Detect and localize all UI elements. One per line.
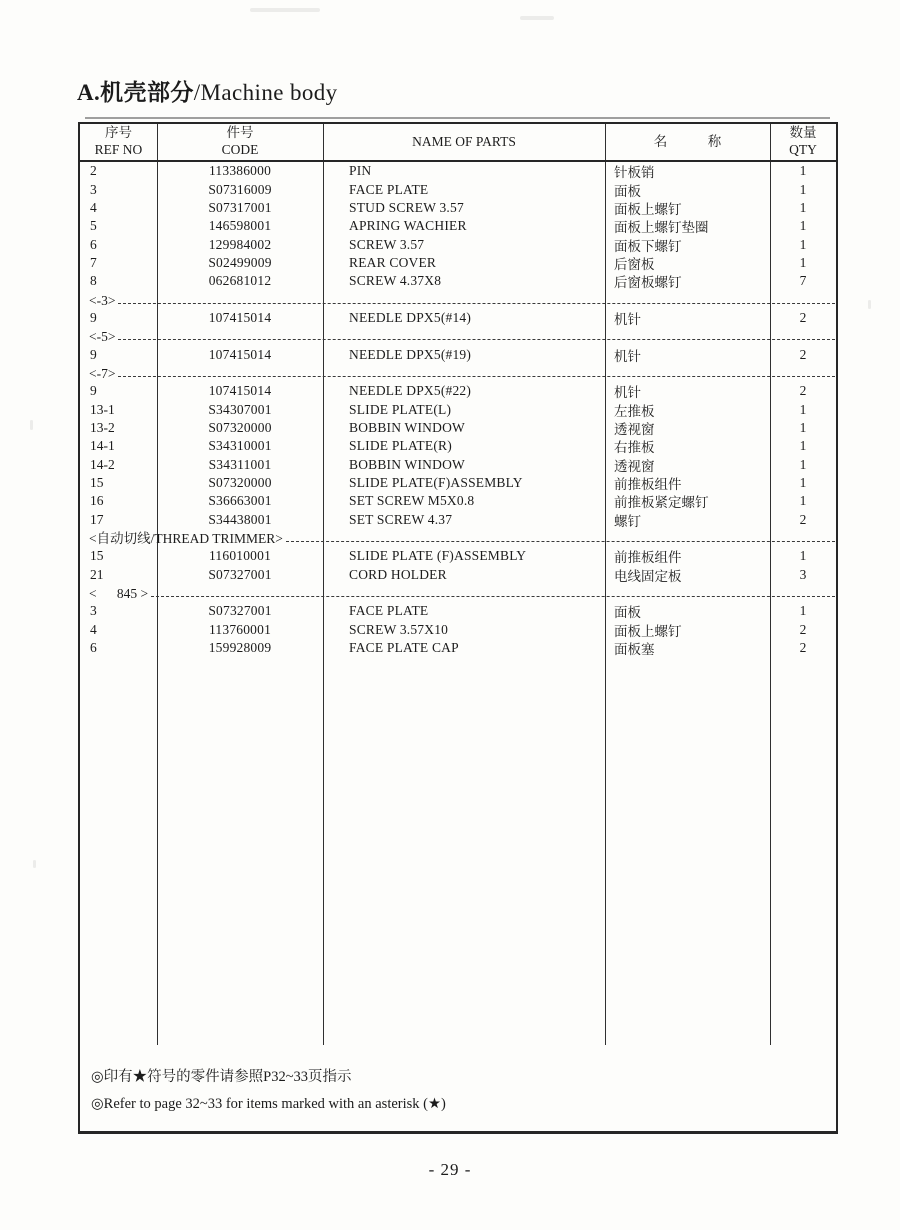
section-separator-row (80, 364, 836, 382)
chinese-name-cell: 面板塞 (614, 642, 655, 658)
qty-cell: 1 (799, 254, 807, 270)
scan-ghost-line (85, 117, 830, 119)
section-separator-row (80, 529, 836, 547)
chinese-name-cell: 面板 (614, 183, 641, 199)
chinese-name-cell: 针板销 (614, 165, 655, 181)
part-name-cell: SCREW 3.57X10 (349, 621, 449, 637)
dotted-separator-line (151, 596, 835, 597)
chinese-name-cell: 前推板组件 (614, 550, 682, 566)
chinese-name-cell: 透视窗 (614, 421, 655, 437)
ref-no-cell: 3 (90, 603, 97, 619)
table-row (80, 419, 836, 437)
header-qty-cn: 数量 (789, 125, 817, 141)
ref-no-cell: 3 (90, 181, 97, 197)
qty-cell: 1 (799, 181, 807, 197)
table-row (80, 400, 836, 418)
code-cell: S34311001 (208, 456, 272, 472)
chinese-name-cell: 电线固定板 (614, 568, 682, 584)
ref-no-cell: 16 (90, 493, 104, 509)
qty-cell: 1 (799, 218, 807, 234)
code-cell: 146598001 (208, 218, 272, 234)
header-name-of-parts (323, 124, 605, 160)
table-row (80, 180, 836, 198)
footnotes (91, 1064, 446, 1119)
table-row (80, 199, 836, 217)
table-row (80, 345, 836, 363)
part-name-cell: FACE PLATE CAP (349, 640, 459, 656)
table-row (80, 547, 836, 565)
part-name-cell: SLIDE PLATE(R) (349, 438, 452, 454)
dotted-separator-line (286, 541, 835, 542)
chinese-name-cell: 面板上螺钉垫圈 (614, 220, 709, 236)
ref-no-cell: 15 (90, 548, 104, 564)
table-row (80, 566, 836, 584)
part-name-cell: SCREW 3.57 (349, 236, 425, 252)
code-cell: 062681012 (208, 273, 272, 289)
part-name-cell: NEEDLE DPX5(#14) (349, 309, 472, 325)
table-row (80, 621, 836, 639)
section-label: <-5> (89, 329, 116, 345)
ref-no-cell: 4 (90, 621, 97, 637)
ref-no-cell: 9 (90, 346, 97, 362)
ref-no-cell: 6 (90, 640, 97, 656)
code-cell: 159928009 (208, 640, 272, 656)
part-name-cell: CORD HOLDER (349, 566, 447, 582)
table-header-row (80, 124, 836, 162)
part-name-cell: SET SCREW M5X0.8 (349, 493, 475, 509)
part-name-cell: FACE PLATE (349, 603, 429, 619)
part-name-cell: PIN (349, 163, 372, 179)
table-row (80, 235, 836, 253)
section-separator-row (80, 327, 836, 345)
part-name-cell: NEEDLE DPX5(#22) (349, 383, 472, 399)
title-english: /Machine body (193, 80, 338, 105)
title-chinese: A.机壳部分 (77, 80, 194, 105)
qty-cell: 2 (799, 383, 807, 399)
table-row (80, 456, 836, 474)
header-name-of-parts-label: NAME OF PARTS (412, 133, 516, 149)
chinese-name-cell: 面板上螺钉 (614, 623, 682, 639)
part-name-cell: NEEDLE DPX5(#19) (349, 346, 472, 362)
ref-no-cell: 13-2 (90, 419, 115, 435)
code-cell: S07316009 (208, 181, 272, 197)
qty-cell: 3 (799, 566, 807, 582)
page-title (77, 74, 338, 107)
header-chinese-name-label: 名 称 (653, 133, 722, 149)
dotted-separator-line (118, 376, 835, 377)
header-qty-en: QTY (789, 142, 817, 157)
ref-no-cell: 14-2 (90, 456, 115, 472)
code-cell: S02499009 (208, 254, 272, 270)
header-ref-no-cn: 序号 (105, 125, 132, 141)
chinese-name-cell: 机针 (614, 385, 641, 401)
section-label: <-7> (89, 366, 116, 382)
scan-speck (868, 300, 871, 309)
chinese-name-cell: 前推板紧定螺钉 (614, 495, 709, 511)
qty-cell: 1 (799, 236, 807, 252)
chinese-name-cell: 面板上螺钉 (614, 201, 682, 217)
table-row (80, 437, 836, 455)
table-row (80, 492, 836, 510)
chinese-name-cell: 面板下螺钉 (614, 238, 682, 254)
qty-cell: 1 (799, 548, 807, 564)
part-name-cell: STUD SCREW 3.57 (349, 199, 464, 215)
header-ref-no-en: REF NO (94, 142, 143, 157)
dotted-separator-line (118, 339, 835, 340)
code-cell: S07317001 (208, 199, 272, 215)
qty-cell: 2 (799, 621, 807, 637)
chinese-name-cell: 机针 (614, 311, 641, 327)
chinese-name-cell: 前推板组件 (614, 477, 682, 493)
dotted-separator-line (118, 303, 835, 304)
ref-no-cell: 14-1 (90, 438, 115, 454)
table-row (80, 162, 836, 180)
part-name-cell: SLIDE PLATE (F)ASSEMBLY (349, 548, 527, 564)
qty-cell: 1 (799, 475, 807, 491)
header-ref-no (80, 124, 157, 160)
header-chinese-name (605, 124, 770, 160)
part-name-cell: SCREW 4.37X8 (349, 273, 442, 289)
section-label: < 845 > (89, 586, 149, 602)
table-row (80, 254, 836, 272)
qty-cell: 1 (799, 603, 807, 619)
header-qty (770, 124, 836, 160)
qty-cell: 1 (799, 456, 807, 472)
section-separator-row (80, 584, 836, 602)
ref-no-cell: 9 (90, 383, 97, 399)
table-row (80, 272, 836, 290)
code-cell: S07327001 (208, 603, 272, 619)
table-body (80, 162, 836, 657)
part-name-cell: SET SCREW 4.37 (349, 511, 453, 527)
code-cell: S07327001 (208, 566, 272, 582)
qty-cell: 1 (799, 401, 807, 417)
code-cell: 113386000 (208, 163, 272, 179)
part-name-cell: REAR COVER (349, 254, 437, 270)
ref-no-cell: 15 (90, 475, 104, 491)
footnote-chinese: ◎印有★符号的零件请参照P32~33页指示 (91, 1068, 352, 1085)
ref-no-cell: 2 (90, 163, 97, 179)
chinese-name-cell: 螺钉 (614, 513, 641, 529)
page-number: - 29 - (428, 1160, 472, 1179)
qty-cell: 1 (799, 438, 807, 454)
chinese-name-cell: 机针 (614, 348, 641, 364)
chinese-name-cell: 左推板 (614, 403, 655, 419)
header-code-cn: 件号 (226, 125, 254, 141)
table-row (80, 511, 836, 529)
part-name-cell: SLIDE PLATE(F)ASSEMBLY (349, 475, 523, 491)
scan-speck (520, 16, 554, 20)
code-cell: S07320000 (208, 419, 272, 435)
ref-no-cell: 7 (90, 254, 97, 270)
qty-cell: 2 (799, 309, 807, 325)
ref-no-cell: 6 (90, 236, 97, 252)
ref-no-cell: 8 (90, 273, 97, 289)
footnote-english: ◎Refer to page 32~33 for items marked with an asterisk (★) (91, 1096, 446, 1113)
qty-cell: 2 (799, 640, 807, 656)
ref-no-cell: 5 (90, 218, 97, 234)
code-cell: S34438001 (208, 511, 272, 527)
code-cell: 107415014 (208, 383, 272, 399)
scan-speck (33, 860, 36, 868)
ref-no-cell: 17 (90, 511, 104, 527)
part-name-cell: BOBBIN WINDOW (349, 456, 465, 472)
code-cell: S34307001 (208, 401, 272, 417)
section-label: <自动切线/THREAD TRIMMER> (89, 531, 283, 547)
qty-cell: 1 (799, 199, 807, 215)
part-name-cell: FACE PLATE (349, 181, 429, 197)
chinese-name-cell: 后窗板螺钉 (614, 275, 682, 291)
qty-cell: 2 (799, 346, 807, 362)
part-name-cell: APRING WACHIER (349, 218, 467, 234)
chinese-name-cell: 后窗板 (614, 256, 655, 272)
qty-cell: 1 (799, 163, 807, 179)
code-cell: 107415014 (208, 309, 272, 325)
parts-table (78, 122, 838, 1134)
ref-no-cell: 21 (90, 566, 104, 582)
section-label: <-3> (89, 292, 116, 308)
qty-cell: 1 (799, 419, 807, 435)
qty-cell: 2 (799, 511, 807, 527)
code-cell: 129984002 (208, 236, 272, 252)
chinese-name-cell: 面板 (614, 605, 641, 621)
code-cell: 113760001 (208, 621, 272, 637)
chinese-name-cell: 透视窗 (614, 458, 655, 474)
code-cell: S34310001 (208, 438, 272, 454)
qty-cell: 1 (799, 493, 807, 509)
code-cell: 116010001 (208, 548, 272, 564)
qty-cell: 7 (799, 273, 807, 289)
chinese-name-cell: 右推板 (614, 440, 655, 456)
section-separator-row (80, 290, 836, 308)
part-name-cell: BOBBIN WINDOW (349, 419, 465, 435)
ref-no-cell: 9 (90, 309, 97, 325)
scan-speck (250, 8, 320, 12)
header-code-en: CODE (221, 142, 259, 157)
header-code (157, 124, 323, 160)
ref-no-cell: 4 (90, 199, 97, 215)
code-cell: S36663001 (208, 493, 272, 509)
table-row (80, 474, 836, 492)
ref-no-cell: 13-1 (90, 401, 115, 417)
table-row (80, 309, 836, 327)
code-cell: S07320000 (208, 475, 272, 491)
part-name-cell: SLIDE PLATE(L) (349, 401, 452, 417)
table-row (80, 217, 836, 235)
scan-speck (30, 420, 33, 430)
code-cell: 107415014 (208, 346, 272, 362)
table-row (80, 602, 836, 620)
table-row (80, 382, 836, 400)
table-row (80, 639, 836, 657)
